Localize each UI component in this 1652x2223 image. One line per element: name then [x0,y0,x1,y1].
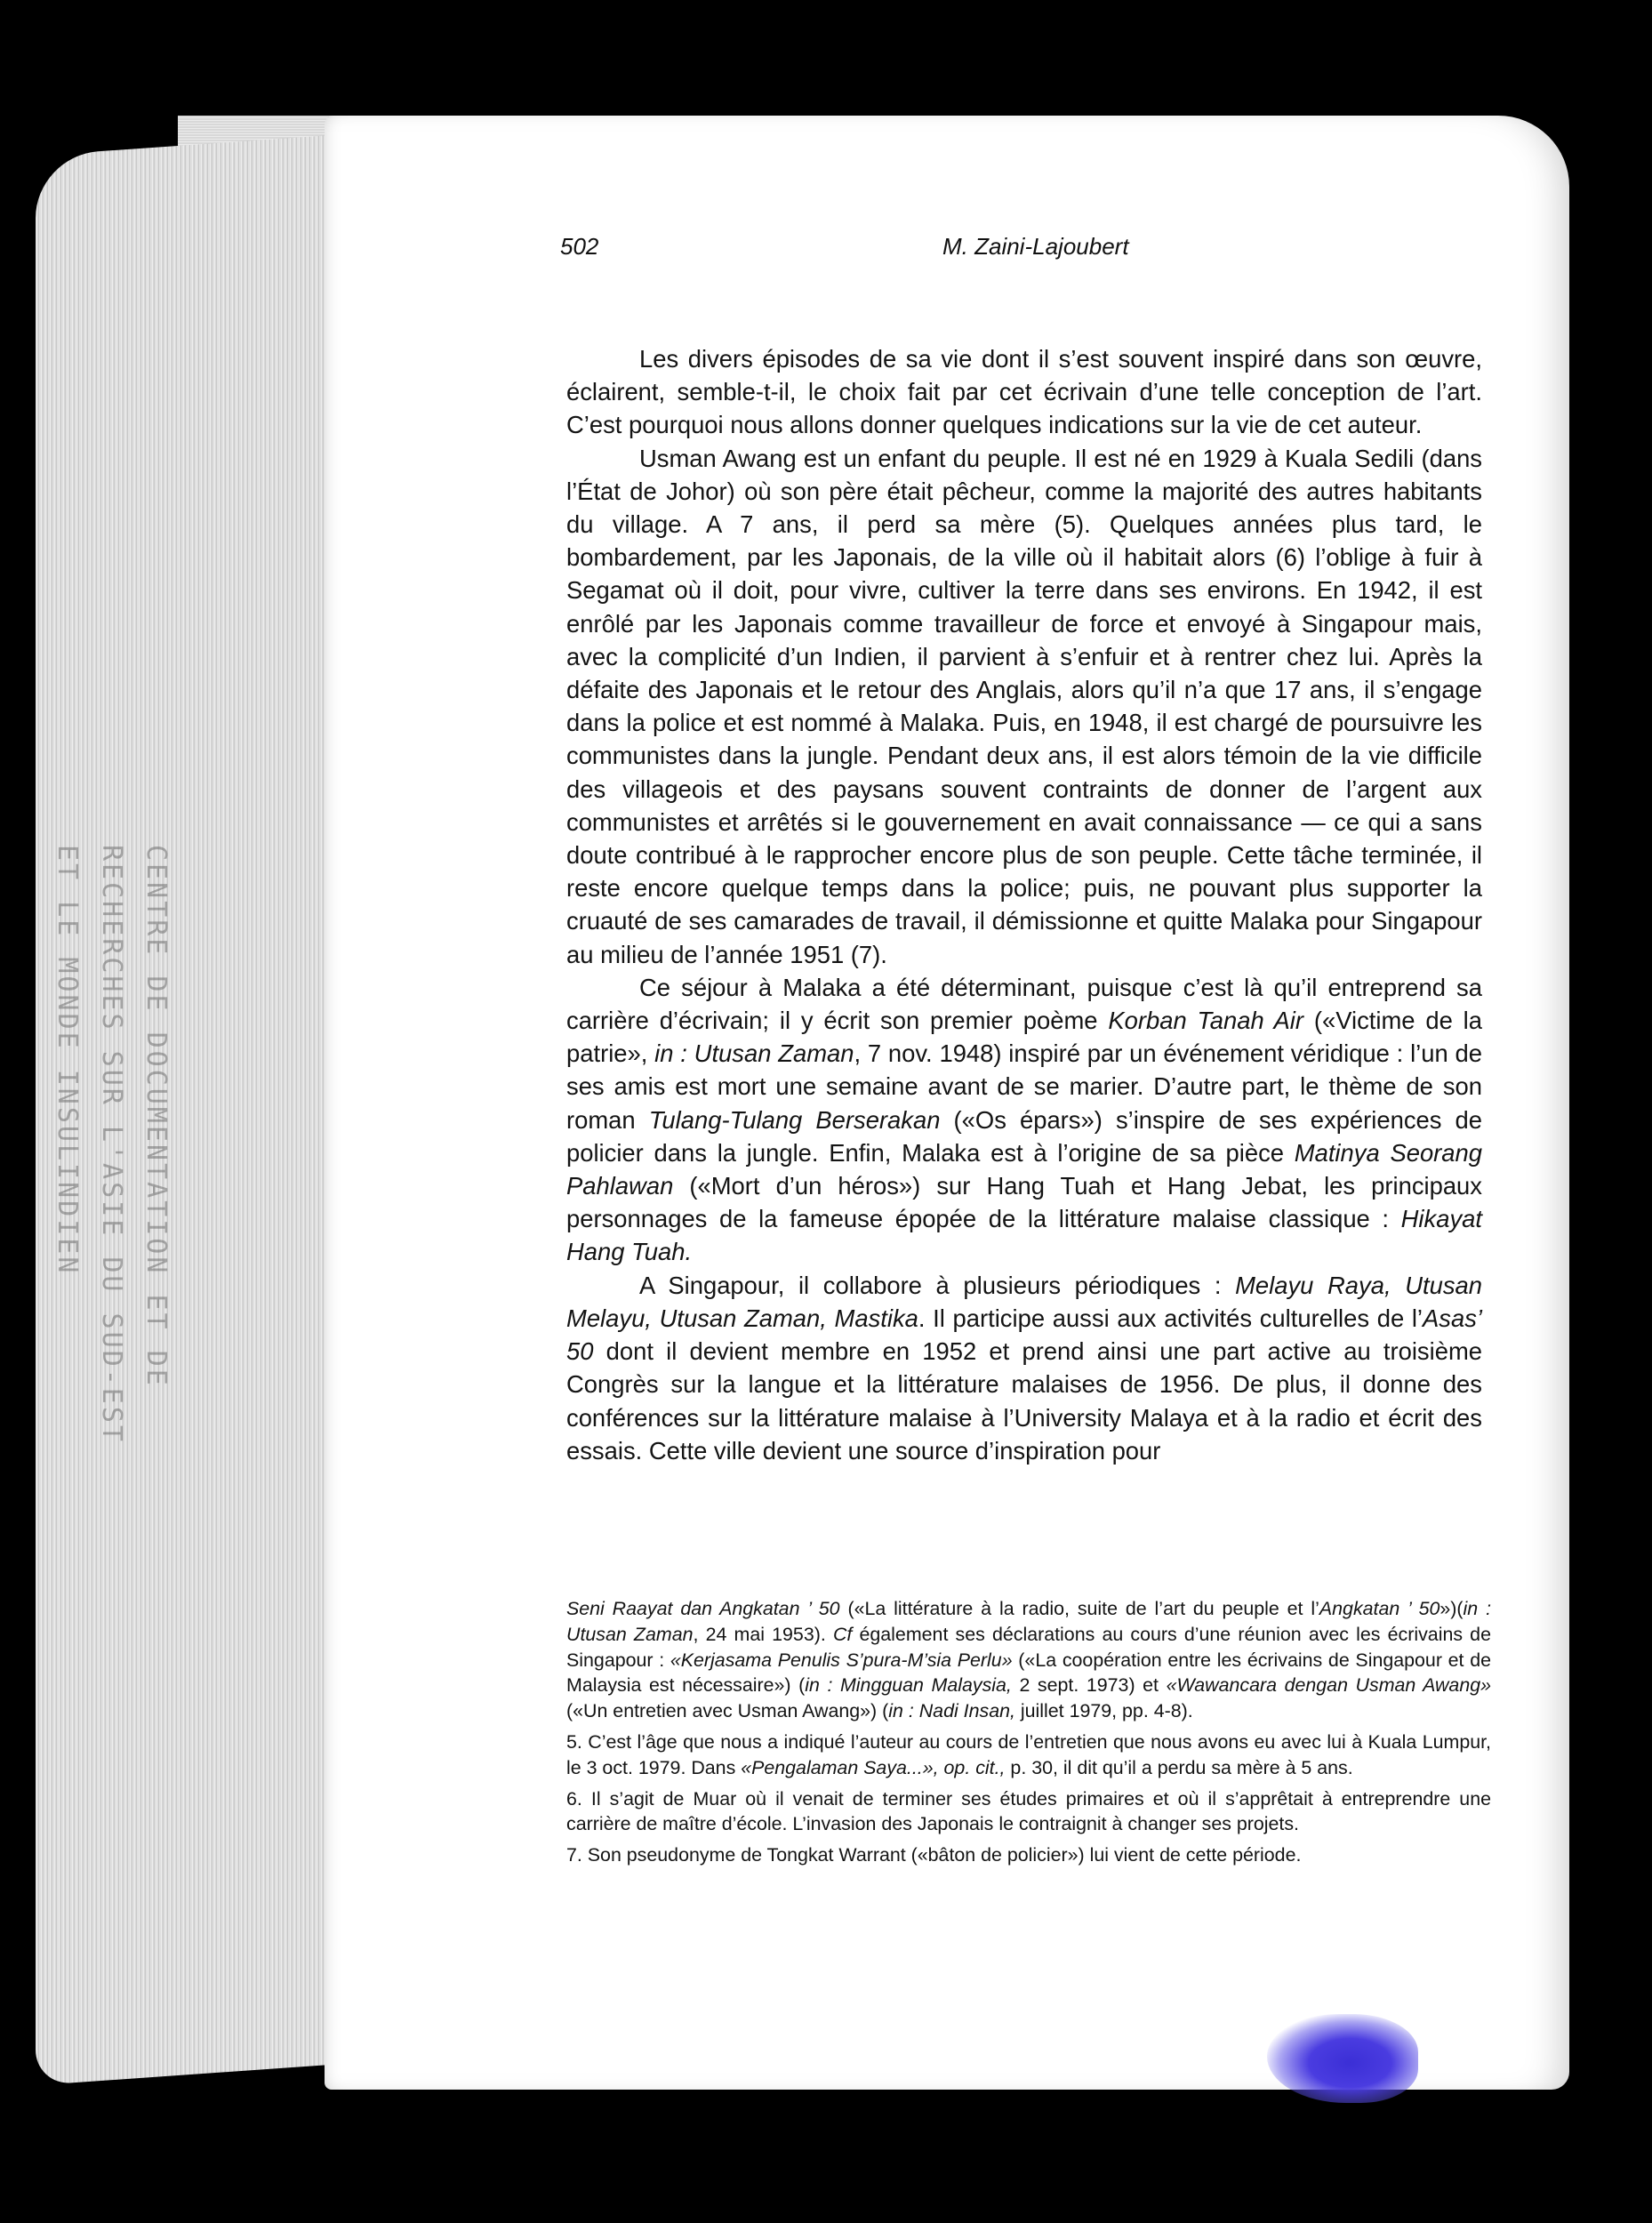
italic-text: Seni Raayat dan Angkatan ’ 50 [566,1598,840,1619]
stamp-line: ET LE MONDE INSULINDIEN [52,845,83,1276]
text-run: , 24 mai 1953). [693,1623,833,1645]
paragraph [566,1269,1482,1467]
text-run: 7. Son pseudonyme de Tongkat Warrant («bâton de policier») lui vient de cette période. [566,1844,1302,1866]
text-run: A Singapour, il collabore à plusieurs périodiques : [639,1271,1236,1299]
italic-text: Melayu Raya, Utusan Melayu, Utusan Zaman, Mastika [566,1271,1482,1332]
text-run: p. 30, il dit qu’il a perdu sa mère à 5 ans. [1005,1756,1353,1778]
footnotes [566,1596,1491,1868]
text-run: Usman Awang est un enfant du peuple. Il est né en 1929 à Kuala Sedili (dans l’État de Johor) où son père était pêcheur, comme la majorité des autres habitants du village. A 7 ans, il perd sa mère (5). Quelques années plus tard, le bombardement, par les Japonais, de la ville où il habitait alors (6) l’oblige à fuir à Segamat où il doit, pour vivre, cultiver la terre dans ses environs. En 1942, il est enrôlé par les Japonais comme travailleur de force et envoyé à Singapour mais, avec la complicité d’un Indien, il parvient à s’enfuir et à rentrer chez lui. Après la défaite des Japonais et le retour des Anglais, alors qu’il n’a que 17 ans, il s’engage dans la police et est nommé à Malaka. Puis, en 1948, il est chargé de poursuivre les communistes dans la jungle. Pendant deux ans, il est alors témoin de la vie difficile des villageois et des paysans souvent contraints de donner de l’argent aux communistes et arrêtés si le gouvernement en avait connaissance — ce qui a sans doute contribué à le rapprocher encore plus de son peuple. Cette tâche terminée, il reste encore quelque temps dans la police; puis, ne pouvant plus supporter la cruauté de ses camarades de travail, il démissionne et quitte Malaka pour Singapour au milieu de l’année 1951 (7). [566,444,1482,968]
text-run: («Os épars») s’inspire de ses expériences de policier dans la jungle. Enfin, Malaka est à l’origine de sa pièce [566,1105,1483,1167]
italic-text: Korban Tanah Air [1108,1007,1303,1035]
library-stamp [44,845,178,1444]
italic-text: Cf [832,1623,853,1645]
text-run: 5. C’est l’âge que nous a indiqué l’auteur au cours de l’entretien que nous avons eu avec lui à Kuala Lumpur, le 3 oct. 1979. Dans [566,1730,1491,1778]
text-run: , 7 nov. 1948) inspiré par un événement véridique : l’un de ses amis est mort une semaine avant de se marier. D’autre part, le thème de son roman [566,1039,1482,1134]
running-author: M. Zaini-Lajoubert [942,233,1129,260]
text-run: («Victime de la patrie», [566,1007,1482,1068]
text-run: également ses déclarations au cours d’une réunion avec les écrivains de Singapour : [566,1623,1491,1671]
stamp-line: RECHERCHES SUR L'ASIE DU SUD-EST [96,845,127,1444]
italic-text: in : Nadi Insan, [888,1700,1015,1722]
text-run: («La coopération entre les écrivains de Singapour et de Malaysia est nécessaire») ( [566,1649,1491,1697]
italic-text: Matinya Seorang Pahlawan [566,1138,1482,1200]
text-run: 6. Il s’agit de Muar où il venait de terminer ses études primaires et où il s’apprêtait à entreprendre une carrière de maître d’école. L’invasion des Japonais le contraignit à changer ses projets. [566,1787,1491,1835]
main-text [566,342,1482,1467]
italic-text: «Wawancara dengan Usman Awang» [1166,1674,1492,1697]
footnote [566,1842,1491,1868]
italic-text: in : Mingguan Malaysia, [805,1674,1012,1697]
paragraph [566,342,1482,442]
text-run: 2 sept. 1973) et [1011,1674,1167,1697]
text-run: juillet 1979, pp. 4-8). [1014,1700,1193,1722]
italic-text: «Pengalaman Saya...», op. cit., [741,1756,1006,1778]
paragraph [566,442,1482,971]
text-run: . Il participe aussi aux activités culturelles de l’ [918,1304,1423,1332]
text-run: dont il devient membre en 1952 et prend ainsi une part active au troisième Congrès sur la langue et la littérature malaises de 1956. De plus, il donne des conférences sur la littérature malaise à l’University Malaya et à la radio et écrit des essais. Cette ville devient une source d’inspiration pour [566,1337,1482,1465]
italic-text: Hikayat Hang Tuah. [566,1205,1482,1266]
stamp-line: CENTRE DE DOCUMENTATION ET DE [140,845,172,1388]
text-run: («La littérature à la radio, suite de l’art du peuple et l’ [839,1598,1319,1619]
footnote [566,1786,1491,1838]
italic-text: in : Utusan Zaman [654,1039,854,1068]
italic-text: Tulang-Tulang Berserakan [648,1105,941,1134]
footnote [566,1596,1491,1724]
italic-text: in : Utusan Zaman [566,1598,1492,1645]
ink-stain [1267,2014,1418,2103]
italic-text: Asas’ 50 [566,1304,1482,1366]
footnote [566,1729,1491,1781]
italic-text: Angkatan ’ 50 [1319,1598,1440,1619]
text-run: »)( [1439,1598,1464,1619]
text-run: («Mort d’un héros») sur Hang Tuah et Hang Jebat, les principaux personnages de la fameuse épopée de la littérature malaise classique : [566,1172,1482,1233]
page-number: 502 [560,233,599,260]
paragraph [566,971,1482,1269]
text-run: Ce séjour à Malaka a été déterminant, puisque c’est là qu’il entreprend sa carrière d’écrivain; il y écrit son premier poème [566,973,1482,1035]
running-header [560,233,1138,269]
text-run: («Un entretien avec Usman Awang») ( [566,1700,889,1722]
text-run: Les divers épisodes de sa vie dont il s’est souvent inspiré dans son œuvre, éclairent, semble-t-il, le choix fait par cet écrivain d’une telle conception de l’art. C’est pourquoi nous allons donner quelques indications sur la vie de cet auteur. [566,345,1482,439]
italic-text: «Kerjasama Penulis S’pura-M’sia Perlu» [670,1649,1013,1671]
